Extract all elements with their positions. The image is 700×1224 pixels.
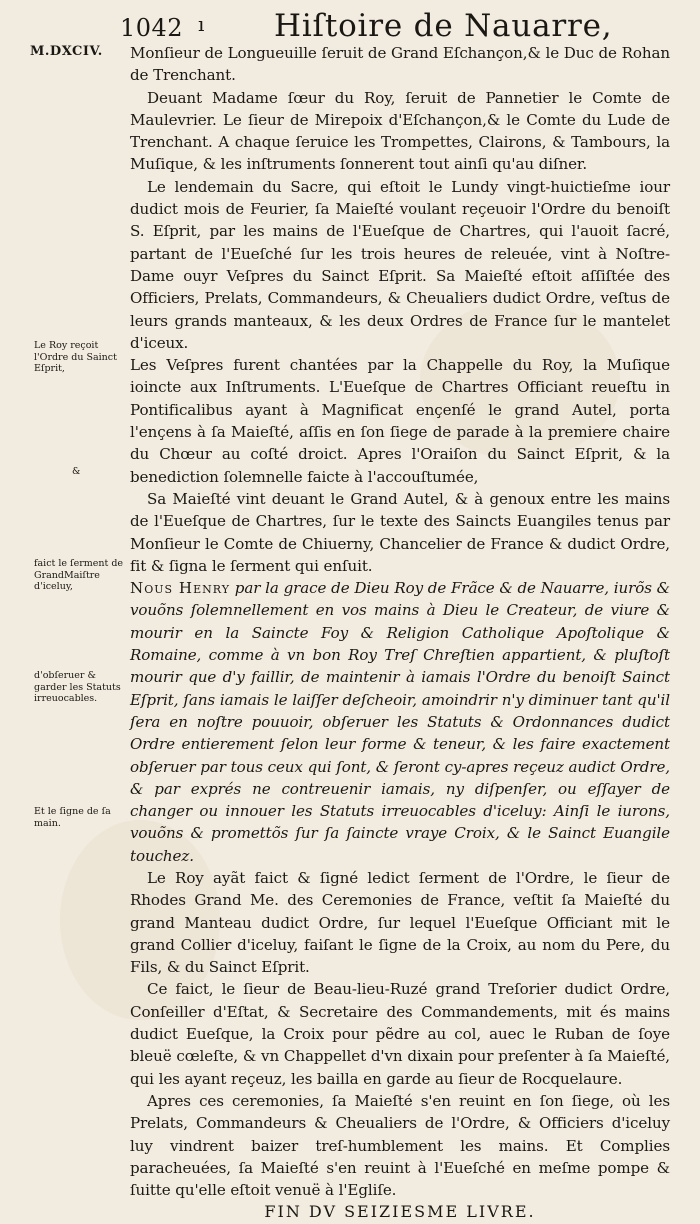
oath-paragraph — [130, 577, 670, 867]
page-number: 1042 — [120, 14, 184, 42]
oath-text: par la grace de Dieu Roy de Frãce & de Nauarre, iurõs & vouõns ſolemnellement en vos mains à Dieu le Createur, de viure & mourir en la Saincte Foy & Religion Catholique Apoſtolique & Romaine, comme à vn bon Roy Treſ Chreſtien appartient, & pluſtoſt mourir que d'y faillir, de maintenir à iamais l'Ordre du benoiſt Sainct Eſprit, ſans iamais le laiſſer deſcheoir, amoindrir n'y diminuer tant qu'il ſera en noſtre pouuoir, obſeruer les Statuts & Ordonnances dudict Ordre entierement ſelon leur forme & teneur, & les faire exactement obſeruer par tous ceux qui ſont, & ſeront cy-apres reçeuz audict Ordre, & par exprés ne contreuenir iamais, ny diſpenſer, ou eſſayer de changer ou innouer les Statuts irreuocables d'iceluy: Ainſi le iurons, vouõns & promettõs ſur ſa ſaincte vraye Croix, & le Sainct Euangile touchez. — [130, 579, 671, 865]
margin-note-serment: faict le ſerment de GrandMaiſtre d'iceluy, — [34, 558, 124, 592]
running-title: Hiſtoire de Nauarre, — [274, 8, 613, 44]
paragraph: Sa Maieſté vint deuant le Grand Autel, & à genoux entre les mains de l'Eueſque de Chartres, ſur le texte des Saincts Euangiles tenus par Monſieur le Comte de Chiuerny, Chancelier de France & dudict Ordre, fit & ſigna le ſerment qui enſuit. — [130, 489, 670, 575]
finis-line: FIN DV SEIZIESME LIVRE. — [264, 1202, 536, 1222]
margin-note-signe: Et le ſigne de ſa main. — [34, 806, 111, 829]
paragraph: Ce faict, le ſieur de Beau-lieu-Ruzé grand Treſorier dudict Ordre, Conſeiller d'Eſtat, & Secretaire des Commandements, mit és mains dudict Eueſque, la Croix pour pẽdre au col, auec le Ruban de ſoye bleuë cœleſte, & vn Chappellet d'vn dixain pour preſenter à ſa Maieſté, qui les ayant reçeuz, les bailla en garde au ſieur de Rocquelaure. — [130, 980, 670, 1088]
header-mark: ı — [198, 12, 205, 36]
oath-name: Nous Henry — [130, 579, 230, 598]
paragraph: Apres ces ceremonies, ſa Maieſté s'en reuint en ſon ſiege, où les Prelats, Commandeurs & Cheualiers de l'Ordre, & Officiers d'iceluy luy vindrent baizer treſ-humblement les mains. Et Complies paracheuées, ſa Maieſté s'en reuint à l'Eueſché en meſme pompe & ſuitte qu'elle eſtoit venuë à l'Egliſe. — [130, 1091, 670, 1200]
margin-note-ordre: Le Roy reçoit l'Ordre du Sainct Eſprit, — [34, 340, 117, 374]
margin-note-statuts: d'obſeruer & garder les Statuts irreuocables. — [34, 670, 121, 704]
running-header — [120, 8, 680, 42]
paragraph: Deuant Madame ſœur du Roy, ſeruit de Pannetier le Comte de Maulevrier. Le ſieur de Mirepoix d'Eſchançon,& le Comte du Lude de Trenchant. A chaque ſeruice les Trompettes, Clairons, & Tambours, la Muſique, & les inſtruments ſonnerent tout ainſi qu'au diſner. — [130, 88, 670, 174]
margin-note-ampersand: & — [72, 466, 81, 477]
paragraph: Les Veſpres furent chantées par la Chappelle du Roy, la Muſique ioincte aux Inſtruments. L'Eueſque de Chartres Officiant reueſtu in Pontificalibus ayant à Magnificat ençenſé le grand Autel, porta l'ençens à ſa Maieſté, aſſis en ſon ſiege de parade à la premiere chaire du Chœur au coſté droict. Apres l'Oraiſon du Sainct Eſprit, & la benediction ſolemnelle faicte à l'accouſtumée, — [130, 356, 670, 486]
paragraph: Monſieur de Longueuille ſeruit de Grand Eſchançon,& le Duc de Rohan de Trenchant. — [130, 44, 670, 85]
paragraph: Le lendemain du Sacre, qui eſtoit le Lundy vingt-huictieſme iour dudict mois de Feurier, ſa Maieſté voulant reçeuoir l'Ordre du benoiſt S. Eſprit, par les mains de l'Eueſque de Chartres, qui l'auoit ſacré, partant de l'Eueſché ſur les trois heures de releuée, vint à Noſtre-Dame ouyr Veſpres du Sainct Eſprit. Sa Maieſté eſtoit aſſiſtée des Officiers, Prelats, Commandeurs, & Cheualiers dudict Ordre, veſtus de leurs grands manteaux, & les deux Ordres de France ſur le mantelet d'iceux. — [130, 177, 670, 352]
margin-year: M.DXCIV. — [30, 44, 103, 59]
paragraph: Le Roy ayãt faict & ſigné ledict ſerment de l'Ordre, le ſieur de Rhodes Grand Me. des Ceremonies de France, veſtit ſa Maieſté du grand Manteau dudict Ordre, ſur lequel l'Eueſque Officiant mit le grand Collier d'iceluy, faiſant le ſigne de la Croix, au nom du Pere, du Fils, & du Sainct Eſprit. — [130, 868, 670, 977]
main-text — [130, 42, 670, 1224]
